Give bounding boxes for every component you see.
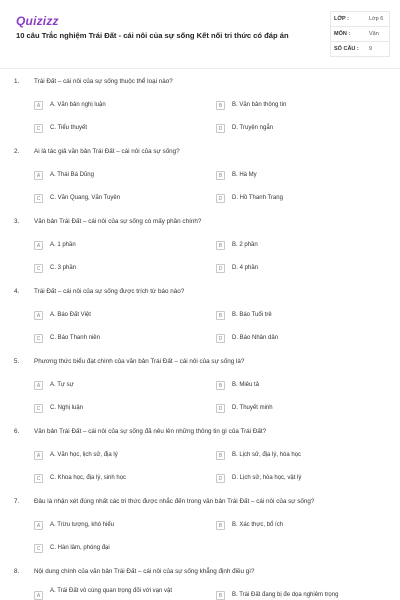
option-letter-box: B <box>216 521 225 530</box>
option-letter-box: A <box>34 311 43 320</box>
option-text: B. Miêu tả <box>232 382 260 388</box>
question-item <box>0 428 400 498</box>
meta-value: Văn <box>369 31 379 37</box>
option-text: A. Văn học, lịch sử, địa lý <box>50 452 118 458</box>
option-letter-box: A <box>34 591 43 600</box>
option-text: D. Lịch sử, hóa học, vật lý <box>232 475 302 481</box>
option-letter-box: A <box>34 171 43 180</box>
worksheet-meta-box <box>330 11 390 57</box>
option-letter-box: C <box>34 474 43 483</box>
option-letter-box: B <box>216 381 225 390</box>
question-text: Văn bản Trái Đất – cái nôi của sự sống có mấy phần chính? <box>34 218 202 225</box>
option-letter-box: C <box>34 404 43 413</box>
option-letter-box: D <box>216 474 225 483</box>
option-letter-box: A <box>34 241 43 250</box>
option-text: A. 1 phần <box>50 242 76 248</box>
option-letter-box: C <box>34 544 43 553</box>
question-item <box>0 498 400 568</box>
option-letter-box: B <box>216 241 225 250</box>
meta-value: Lớp 6 <box>369 16 384 22</box>
option-text: A. Trừu tượng, khó hiểu <box>50 522 114 528</box>
meta-row-class <box>331 11 389 26</box>
option-text: D. Thuyết minh <box>232 405 273 411</box>
option-text: A. Tự sự <box>50 382 74 388</box>
question-number: 4. <box>14 288 20 295</box>
meta-key: MÔN : <box>334 31 351 37</box>
option-text: A. Báo Đất Việt <box>50 312 91 318</box>
question-number: 7. <box>14 498 20 505</box>
option-letter-box: D <box>216 404 225 413</box>
option-letter-box: C <box>34 194 43 203</box>
question-text: Đâu là nhận xét đúng nhất các tri thức được nhắc đến trong văn bản Trái Đất – cái nôi của sự sống? <box>34 498 315 505</box>
quizizz-logo: Quizizz <box>16 14 59 28</box>
option-text: D. 4 phần <box>232 265 259 271</box>
meta-key: SỐ CÂU : <box>334 46 359 52</box>
option-text: C. Tiểu thuyết <box>50 125 88 131</box>
option-text: D. Hồ Thanh Trang <box>232 195 283 201</box>
option-letter-box: A <box>34 521 43 530</box>
option-letter-box: A <box>34 101 43 110</box>
option-text: D. Truyện ngắn <box>232 125 274 131</box>
option-letter-box: A <box>34 451 43 460</box>
option-text: C. Khoa học, địa lý, sinh học <box>50 475 127 481</box>
option-text: B. 2 phần <box>232 242 258 248</box>
question-item <box>0 358 400 428</box>
worksheet-header <box>0 0 400 70</box>
option-letter-box: B <box>216 101 225 110</box>
option-text: C. Hàn lâm, phóng đại <box>50 545 110 551</box>
question-number: 2. <box>14 148 20 155</box>
option-text: B. Văn bản thông tin <box>232 102 287 108</box>
option-text: D. Báo Nhân dân <box>232 335 279 341</box>
header-divider <box>0 68 400 69</box>
question-text: Ai là tác giả văn bản Trái Đất – cái nôi của sự sống? <box>34 148 180 155</box>
question-item <box>0 568 400 600</box>
question-item <box>0 218 400 288</box>
question-text: Nội dung chính của văn bản Trái Đất – cái nôi của sự sống khẳng định điều gì? <box>34 568 255 575</box>
question-number: 6. <box>14 428 20 435</box>
question-number: 1. <box>14 78 20 85</box>
option-text: B. Trái Đất đang bị đe dọa nghiêm trọng <box>232 592 339 598</box>
question-item <box>0 288 400 358</box>
option-letter-box: B <box>216 451 225 460</box>
option-letter-box: D <box>216 264 225 273</box>
meta-key: LỚP : <box>334 16 349 22</box>
option-text: C. Báo Thanh niên <box>50 335 100 341</box>
question-number: 5. <box>14 358 20 365</box>
option-text: B. Hà My <box>232 172 257 178</box>
question-list <box>0 78 400 600</box>
meta-value: 9 <box>369 46 373 52</box>
option-letter-box: D <box>216 334 225 343</box>
option-letter-box: C <box>34 334 43 343</box>
option-letter-box: B <box>216 171 225 180</box>
option-text: A. Văn bản nghị luận <box>50 102 106 108</box>
option-letter-box: B <box>216 311 225 320</box>
option-text: B. Báo Tuổi trẻ <box>232 312 272 318</box>
option-letter-box: C <box>34 124 43 133</box>
option-letter-box: D <box>216 124 225 133</box>
question-text: Văn bản Trái Đất – cái nôi của sự sống đã nêu lên những thông tin gì của Trái Đất? <box>34 428 267 435</box>
question-item <box>0 148 400 218</box>
option-text: B. Lịch sử, địa lý, hóa học <box>232 452 302 458</box>
question-text: Phương thức biểu đạt chính của văn bản Trái Đất – cái nôi của sự sống là? <box>34 358 245 365</box>
option-text: A. Thái Bá Dũng <box>50 172 94 178</box>
meta-row-question-count <box>331 41 389 56</box>
question-text: Trái Đất – cái nôi của sự sống được trích từ báo nào? <box>34 288 185 295</box>
question-text: Trái Đất – cái nôi của sự sống thuộc thể loại nào? <box>34 78 173 85</box>
worksheet-title: 10 câu Trắc nghiệm Trái Đất - cái nôi của sự sống Kết nối tri thức có đáp án <box>16 31 289 40</box>
option-letter-box: B <box>216 591 225 600</box>
option-letter-box: A <box>34 381 43 390</box>
option-letter-box: C <box>34 264 43 273</box>
option-text: C. Văn Quang, Văn Tuyên <box>50 195 121 201</box>
option-text: A. Trái Đất vô cùng quan trọng đối với vạn vật <box>50 588 173 594</box>
question-number: 8. <box>14 568 20 575</box>
option-text: B. Xác thực, bổ ích <box>232 522 284 528</box>
option-text: C. 3 phần <box>50 265 77 271</box>
option-letter-box: D <box>216 194 225 203</box>
option-text: C. Nghị luận <box>50 405 84 411</box>
question-item <box>0 78 400 148</box>
meta-row-subject <box>331 26 389 41</box>
question-number: 3. <box>14 218 20 225</box>
